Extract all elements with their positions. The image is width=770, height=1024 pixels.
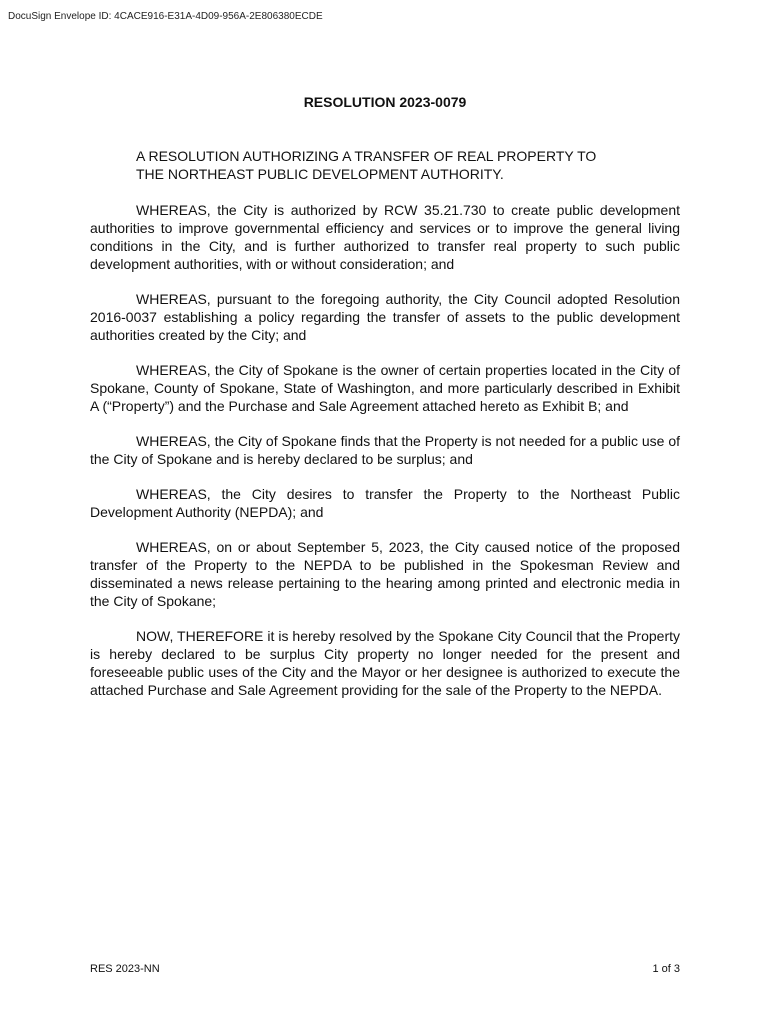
footer-page-number: 1 of 3 [652,963,680,975]
footer-resolution-number: RES 2023-NN [90,963,160,975]
whereas-paragraph: WHEREAS, pursuant to the foregoing authority, the City Council adopted Resolution 2016-0037 establishing a policy regarding the transfer of assets to the public development authorities created by the City; and [90,291,680,343]
subject-line: THE NORTHEAST PUBLIC DEVELOPMENT AUTHORITY. [136,166,504,182]
whereas-paragraph: WHEREAS, the City is authorized by RCW 35.21.730 to create public development authorities to improve governmental efficiency and services or to improve the general living conditions in the City, and is further authorized to transfer real property to such public development authorities, with or without consideration; and [90,202,680,272]
resolution-title: RESOLUTION 2023-0079 [303,94,467,110]
whereas-paragraph: WHEREAS, the City of Spokane finds that the Property is not needed for a public use of the City of Spokane and is hereby declared to be surplus; and [90,433,680,467]
resolved-paragraph: NOW, THEREFORE it is hereby resolved by the Spokane City Council that the Property is hereby declared to be surplus City property no longer needed for the present and foreseeable public uses of the City and the Mayor or her designee is authorized to execute the attached Purchase and Sale Agreement providing for the sale of the Property to the NEPDA. [90,628,680,698]
docusign-envelope-id: DocuSign Envelope ID: 4CACE916-E31A-4D09-956A-2E806380ECDE [8,11,323,22]
resolution-body [90,201,680,716]
resolution-subject [136,147,656,183]
whereas-paragraph: WHEREAS, the City of Spokane is the owner of certain properties located in the City of Spokane, County of Spokane, State of Washington, and more particularly described in Exhibit A (“Property”) and the Purchase and Sale Agreement attached hereto as Exhibit B; and [90,362,680,414]
whereas-paragraph: WHEREAS, on or about September 5, 2023, the City caused notice of the proposed transfer of the Property to the NEPDA to be published in the Spokesman Review and disseminated a news release pertaining to the hearing among printed and electronic media in the City of Spokane; [90,539,680,609]
subject-line: A RESOLUTION AUTHORIZING A TRANSFER OF REAL PROPERTY TO [136,148,597,164]
whereas-paragraph: WHEREAS, the City desires to transfer the Property to the Northeast Public Development Authority (NEPDA); and [90,486,680,520]
